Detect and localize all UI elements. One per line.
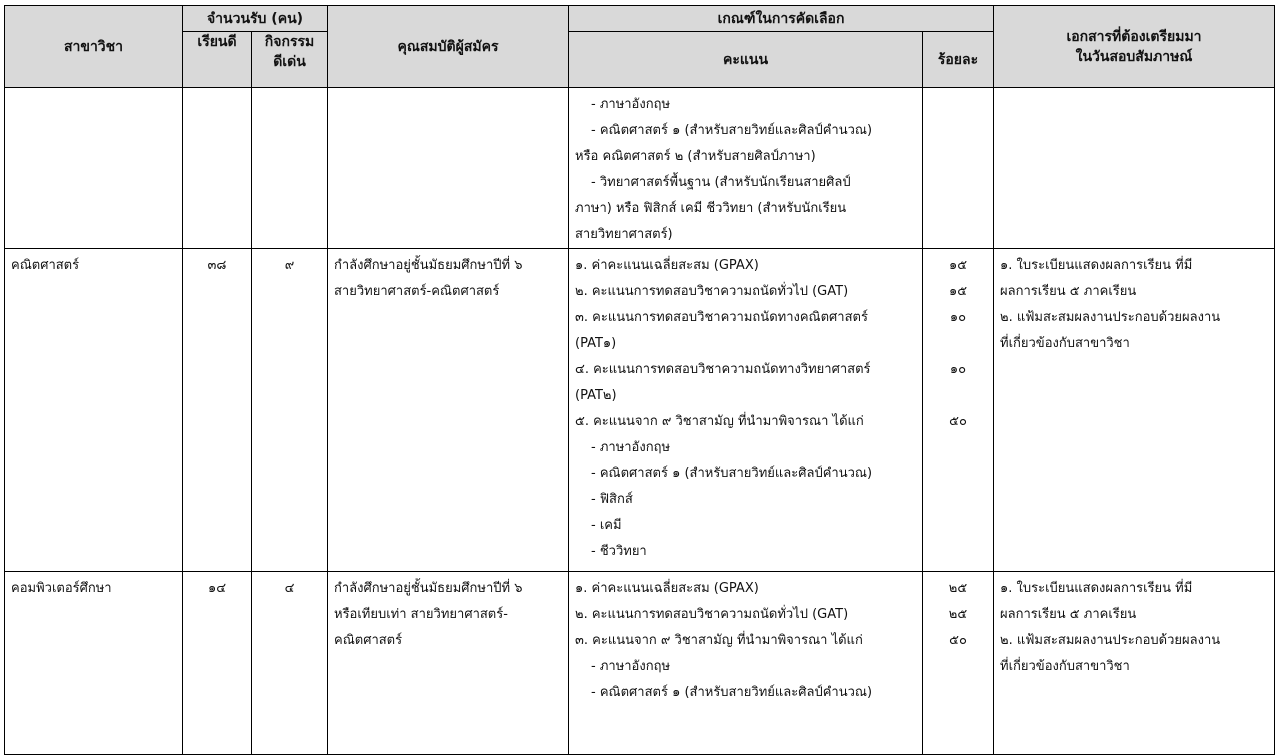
criteria-line: - ฟิสิกส์ — [591, 492, 633, 507]
qualification-cell — [328, 88, 569, 249]
header-score: คะแนน — [569, 32, 923, 88]
qualification-line: กำลังศึกษาอยู่ชั้นมัธยมศึกษาปีที่ ๖ — [334, 581, 523, 596]
criteria-line: ๑. ค่าคะแนนเฉลี่ยสะสม (GPAX) — [575, 258, 759, 273]
percent-cell — [923, 249, 994, 572]
percent-value — [929, 331, 987, 357]
criteria-line: ๑. ค่าคะแนนเฉลี่ยสะสม (GPAX) — [575, 581, 759, 596]
header-percent: ร้อยละ — [923, 32, 994, 88]
percent-value — [929, 92, 987, 118]
percent-value — [929, 487, 987, 513]
percent-value — [929, 513, 987, 539]
major-cell — [5, 249, 183, 572]
criteria-cell — [569, 88, 923, 249]
criteria-line: - ภาษาอังกฤษ — [591, 659, 671, 674]
header-gpa: เรียนดี — [183, 32, 252, 88]
percent-cell — [923, 88, 994, 249]
qualification-line: คณิตศาสตร์ — [334, 633, 403, 648]
qualification-cell — [328, 572, 569, 755]
document-line: ๑. ใบระเบียนแสดงผลการเรียน ที่มี — [1000, 258, 1193, 273]
qualification-line: กำลังศึกษาอยู่ชั้นมัธยมศึกษาปีที่ ๖ — [334, 258, 523, 273]
major-name: คอมพิวเตอร์ศึกษา — [11, 581, 112, 596]
document-line: ผลการเรียน ๕ ภาคเรียน — [1000, 607, 1137, 622]
percent-value: ๑๕ — [948, 258, 968, 273]
gpa-count — [189, 92, 245, 118]
percent-value: ๕๐ — [949, 633, 967, 648]
header-documents-line: ในวันสอบสัมภาษณ์ — [1075, 48, 1193, 65]
percent-value: ๑๐ — [949, 362, 967, 377]
percent-value — [929, 170, 987, 196]
criteria-line: ๒. คะแนนการทดสอบวิชาความถนัดทั่วไป (GAT) — [575, 607, 849, 622]
admission-table — [4, 5, 1275, 755]
percent-value — [929, 461, 987, 487]
percent-value — [929, 654, 987, 680]
criteria-line: - คณิตศาสตร์ ๑ (สำหรับสายวิทย์และศิลป์คำนวณ) — [591, 685, 873, 700]
header-qualification: คุณสมบัติผู้สมัคร — [328, 6, 569, 88]
criteria-line: - คณิตศาสตร์ ๑ (สำหรับสายวิทย์และศิลป์คำนวณ) — [591, 466, 873, 481]
major-cell — [5, 572, 183, 755]
document-line: ๑. ใบระเบียนแสดงผลการเรียน ที่มี — [1000, 581, 1193, 596]
header-activity — [252, 32, 328, 88]
major-name: คณิตศาสตร์ — [11, 258, 80, 273]
activity-count-cell — [252, 249, 328, 572]
header-activity-line: กิจกรรม — [264, 34, 315, 50]
activity-count — [258, 92, 321, 118]
percent-value — [929, 144, 987, 170]
percent-value — [929, 383, 987, 409]
percent-value — [929, 118, 987, 144]
qualification-line: หรือเทียบเท่า สายวิทยาศาสตร์- — [334, 607, 508, 622]
criteria-cell — [569, 572, 923, 755]
document-line: ที่เกี่ยวข้องกับสาขาวิชา — [1000, 336, 1130, 351]
gpa-count: ๑๔ — [207, 581, 227, 596]
document-line: ผลการเรียน ๕ ภาคเรียน — [1000, 284, 1137, 299]
criteria-line: สายวิทยาศาสตร์) — [575, 227, 673, 242]
activity-count-cell — [252, 572, 328, 755]
table-row — [5, 88, 1275, 249]
qualification-cell — [328, 249, 569, 572]
criteria-line: ภาษา) หรือ ฟิสิกส์ เคมี ชีววิทยา (สำหรับนักเรียน — [575, 201, 847, 216]
documents-cell — [994, 88, 1275, 249]
percent-cell — [923, 572, 994, 755]
table-row — [5, 572, 1275, 755]
gpa-count-cell — [183, 572, 252, 755]
header-documents-line: เอกสารที่ต้องเตรียมมา — [1066, 28, 1202, 45]
percent-value: ๒๕ — [948, 581, 968, 596]
activity-count-cell — [252, 88, 328, 249]
criteria-line: - ภาษาอังกฤษ — [591, 440, 671, 455]
criteria-line: (PAT๑) — [575, 336, 617, 351]
documents-cell — [994, 572, 1275, 755]
criteria-line: หรือ คณิตศาสตร์ ๒ (สำหรับสายศิลป์ภาษา) — [575, 149, 816, 164]
percent-value: ๕๐ — [949, 414, 967, 429]
document-line: ๒. แฟ้มสะสมผลงานประกอบด้วยผลงาน — [1000, 633, 1221, 648]
criteria-line: ๔. คะแนนการทดสอบวิชาความถนัดทางวิทยาศาสตร์ — [575, 362, 871, 377]
percent-value — [929, 435, 987, 461]
major-name — [11, 92, 176, 118]
criteria-line: - ภาษาอังกฤษ — [591, 97, 671, 112]
percent-value — [929, 680, 987, 706]
criteria-line: ๒. คะแนนการทดสอบวิชาความถนัดทั่วไป (GAT) — [575, 284, 849, 299]
header-activity-line: ดีเด่น — [273, 54, 306, 70]
gpa-count: ๓๘ — [207, 258, 227, 273]
criteria-line: ๓. คะแนนการทดสอบวิชาความถนัดทางคณิตศาสตร์ — [575, 310, 868, 325]
percent-value — [929, 539, 987, 565]
criteria-line: - เคมี — [591, 518, 622, 533]
major-cell — [5, 88, 183, 249]
criteria-line: ๓. คะแนนจาก ๙ วิชาสามัญ ที่นำมาพิจารณา ได้แก่ — [575, 633, 863, 648]
percent-value: ๒๕ — [948, 607, 968, 622]
activity-count: ๙ — [284, 258, 295, 273]
percent-value — [929, 222, 987, 248]
document-line: ๒. แฟ้มสะสมผลงานประกอบด้วยผลงาน — [1000, 310, 1221, 325]
criteria-line: ๕. คะแนนจาก ๙ วิชาสามัญ ที่นำมาพิจารณา ได้แก่ — [575, 414, 864, 429]
percent-value — [929, 196, 987, 222]
document-line: ที่เกี่ยวข้องกับสาขาวิชา — [1000, 659, 1130, 674]
criteria-line: - คณิตศาสตร์ ๑ (สำหรับสายวิทย์และศิลป์คำนวณ) — [591, 123, 873, 138]
activity-count: ๔ — [284, 581, 295, 596]
criteria-line: (PAT๒) — [575, 388, 617, 403]
header-criteria: เกณฑ์ในการคัดเลือก — [569, 6, 994, 32]
table-row — [5, 249, 1275, 572]
header-intake: จำนวนรับ (คน) — [183, 6, 328, 32]
percent-value: ๑๐ — [949, 310, 967, 325]
header-major: สาขาวิชา — [5, 6, 183, 88]
criteria-line: - วิทยาศาสตร์พื้นฐาน (สำหรับนักเรียนสายศิลป์ — [591, 175, 851, 190]
criteria-line: - ชีววิทยา — [591, 544, 647, 559]
percent-value: ๑๕ — [948, 284, 968, 299]
criteria-cell — [569, 249, 923, 572]
qualification-line: สายวิทยาศาสตร์-คณิตศาสตร์ — [334, 284, 500, 299]
documents-cell — [994, 249, 1275, 572]
gpa-count-cell — [183, 249, 252, 572]
table-body — [5, 88, 1275, 755]
gpa-count-cell — [183, 88, 252, 249]
header-documents — [994, 6, 1275, 88]
